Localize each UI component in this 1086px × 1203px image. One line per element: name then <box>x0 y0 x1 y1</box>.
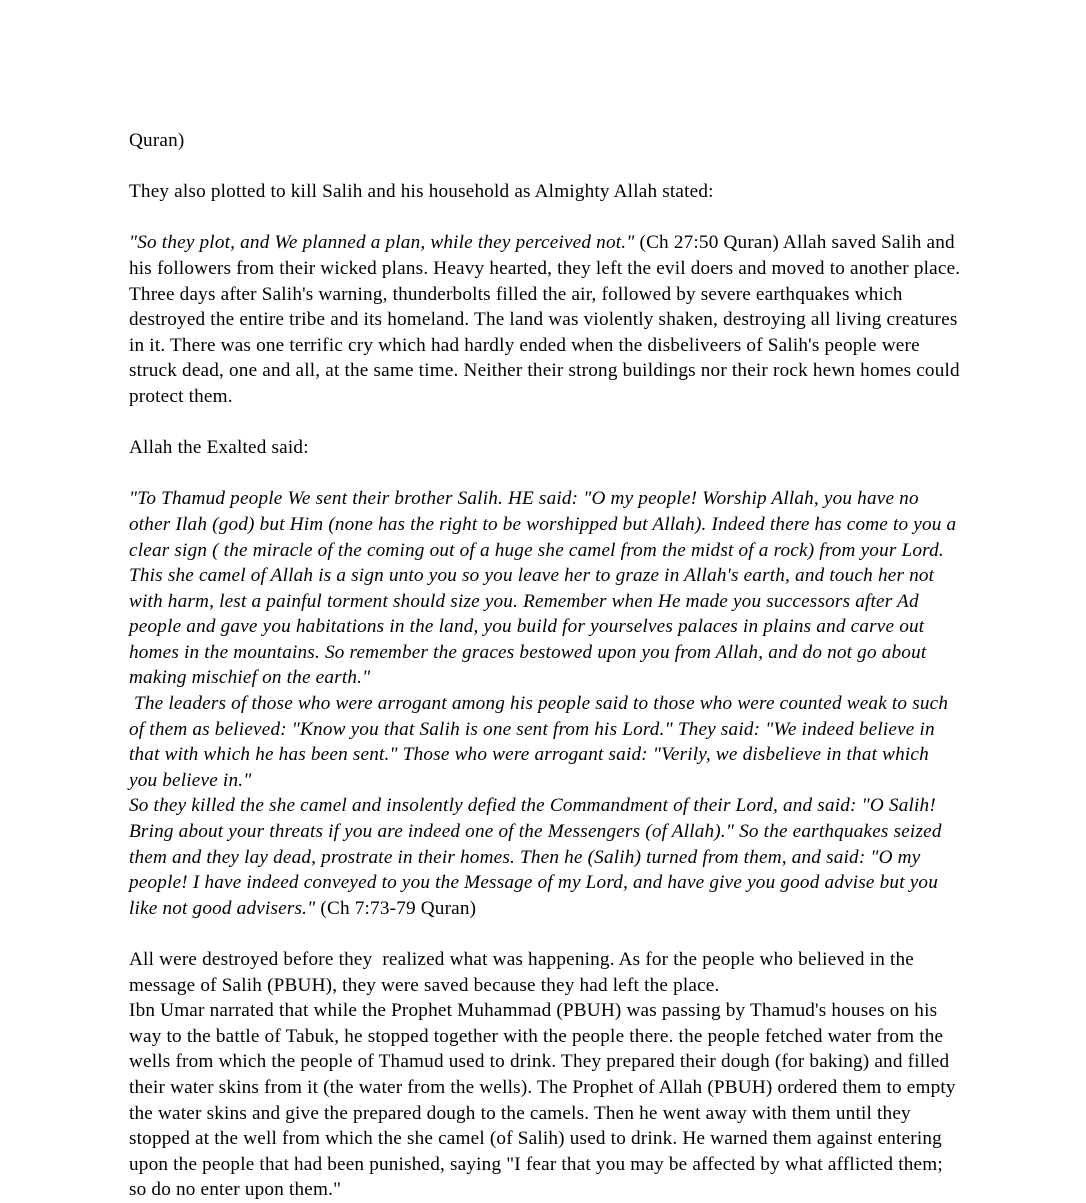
paragraph-quote-killed-she-camel <box>129 793 961 921</box>
quote-citation-7-73-79: (Ch 7:73-79 Quran) <box>315 897 477 919</box>
paragraph-spacer <box>129 154 961 180</box>
paragraph-allah-exalted-said: Allah the Exalted said: <box>129 437 309 459</box>
paragraph-quran-continuation: Quran) <box>129 130 185 151</box>
paragraph-all-were-destroyed: All were destroyed before they realized what was happening. As for the people who believed in the message of Salih (PBUH), they were saved because they had left the place. <box>129 949 919 996</box>
paragraph-ibn-umar-narration: Ibn Umar narrated that while the Prophet Muhammad (PBUH) was passing by Thamud's houses on his way to the battle of Tabuk, he stopped together with the people there. the people fetched water from the wells from which the people of Thamud used to drink. They prepared their dough (for baking) and filled their water skins from it (the water from the wells). The Prophet of Allah (PBUH) ordered them to empty the water skins and give the prepared dough to the camels. Then he went away with them until they stopped at the well from which the she camel (of Salih) used to drink. He warned them against entering upon the people that had been punished, saying "I fear that you may be affected by what afflicted them; so do no enter upon them." <box>129 1000 961 1201</box>
paragraph-spacer <box>129 921 961 947</box>
paragraph-plotted-to-kill: They also plotted to kill Salih and his household as Almighty Allah stated: <box>129 181 714 203</box>
quote-text-7-73-79: So they killed the she camel and insolently defied the Commandment of their Lord, and said: "O Salih! Bring about your threats if you are indeed one of the Messengers (of Allah)." So the earthquakes seized them and they lay dead, prostrate in their homes. Then he (Salih) turned from them, and said: "O my people! I have indeed conveyed to you the Message of my Lord, and have give you good advise but you like not good advisers." <box>129 795 947 919</box>
paragraph-spacer <box>129 461 961 487</box>
quote-citation-and-narrative-27-50: (Ch 27:50 Quran) Allah saved Salih and his followers from their wicked plans. Heavy hearted, they left the evil doers and moved to another place. Three days after Salih's warning, thunderbolts filled the air, followed by severe earthquakes which destroyed the entire tribe and its homeland. The land was violently shaken, destroying all living creatures in it. There was one terrific cry which had hardly ended when the disbeliveers of Salih's people were struck dead, one and all, at the same time. Neither their strong buildings nor their rock hewn homes could protect them. <box>129 232 965 407</box>
paragraph-quote-thamud-brother-salih: "To Thamud people We sent their brother Salih. HE said: "O my people! Worship Allah, you have no other Ilah (god) but Him (none has the right to be worshipped but Allah). Indeed there has come to you a clear sign ( the miracle of the coming out of a huge she camel from the midst of a rock) from your Lord. This she camel of Allah is a sign unto you so you leave her to graze in Allah's earth, and touch her not with harm, lest a painful torment should size you. Remember when He made you successors after Ad people and gave you habitations in the land, you build for yourselves palaces in plains and carve out homes in the mountains. So remember the graces bestowed upon you from Allah, and do not go about making mischief on the earth." <box>129 488 962 689</box>
paragraph-spacer <box>129 410 961 436</box>
paragraph-quote-27-50 <box>129 230 965 409</box>
text-column <box>129 128 965 1203</box>
quote-text-27-50: "So they plot, and We planned a plan, while they perceived not." <box>129 232 635 254</box>
quote-block-7-73-79 <box>129 486 961 921</box>
paragraph-spacer <box>129 205 961 231</box>
paragraph-quote-leaders-arrogant: The leaders of those who were arrogant among his people said to those who were counted weak to such of them as believed: "Know you that Salih is one sent from his Lord." They said: "We indeed believe in that with which he has been sent." Those who were arrogant said: "Verily, we disbelieve in that which you believe in." <box>129 693 954 791</box>
